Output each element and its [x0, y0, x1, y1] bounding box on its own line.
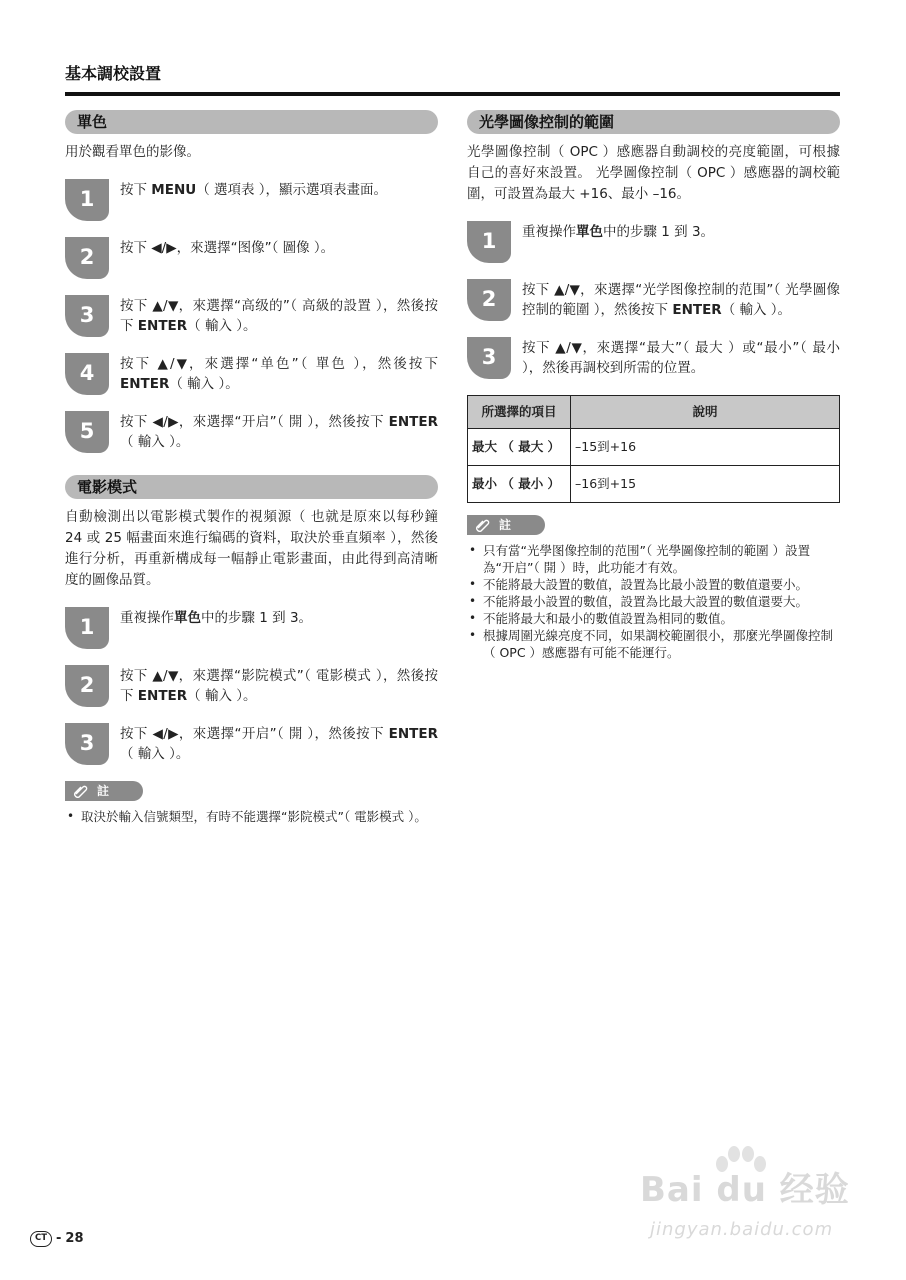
step-text: 按下 ▲/▼，來選擇“光学图像控制的范围”（ 光學圖像控制的範圍 ），然後按下 ENTER（ 輸入 ）。	[522, 282, 840, 318]
note-item: • 只有當“光學图像控制的范围”（ 光學圖像控制的範圍 ）設置為“开启”（ 開 ）時，此功能才有效。	[467, 542, 840, 576]
step	[65, 295, 438, 337]
step	[65, 353, 438, 395]
step	[65, 607, 438, 649]
note-item: • 不能將最大和最小的數值設置為相同的數值。	[467, 610, 840, 627]
step	[65, 723, 438, 765]
step-text: 按下 ▲/▼，來選擇“高级的”（ 高級的設置 ），然後按下 ENTER（ 輸入 ）。	[120, 298, 438, 334]
step	[467, 221, 840, 263]
step	[467, 337, 840, 379]
section-heading-film: 電影模式	[65, 475, 438, 499]
right-column	[467, 110, 840, 661]
page-footer: CT - 28	[30, 1229, 84, 1249]
step-number: 4	[65, 353, 109, 395]
opc-table	[467, 395, 840, 503]
step-text: 按下 ◀/▶，來選擇“图像”（ 圖像 ）。	[120, 240, 335, 256]
step	[467, 279, 840, 321]
paperclip-icon	[475, 518, 491, 532]
watermark-brand: Bai du 经验	[640, 1170, 850, 1210]
table-cell: 最大 （ 最大 ）	[468, 429, 571, 466]
note-item: • 不能將最大設置的數值，設置為比最小設置的數值還要小。	[467, 576, 840, 593]
step-number: 3	[467, 337, 511, 379]
step-number: 2	[467, 279, 511, 321]
step	[65, 237, 438, 279]
section-heading-mono: 單色	[65, 110, 438, 134]
step-text: 重複操作單色中的步驟 1 到 3。	[120, 610, 313, 626]
note-item: • 不能將最小設置的數值，設置為比最大設置的數值還要大。	[467, 593, 840, 610]
film-steps	[65, 607, 438, 765]
step	[65, 411, 438, 453]
step-number: 3	[65, 295, 109, 337]
step-number: 1	[467, 221, 511, 263]
note-label: 註	[467, 515, 545, 535]
opc-notes	[467, 542, 840, 661]
step	[65, 665, 438, 707]
step-text: 按下 ◀/▶，來選擇“开启”（ 開 ），然後按下 ENTER（ 輸入 ）。	[120, 414, 438, 450]
table-header: 說明	[571, 396, 840, 429]
table-row	[468, 429, 840, 466]
page-title: 基本調校設置	[65, 64, 162, 83]
step-text: 重複操作單色中的步驟 1 到 3。	[522, 224, 715, 240]
note-label: 註	[65, 781, 143, 801]
step-text: 按下 ◀/▶，來選擇“开启”（ 開 ），然後按下 ENTER（ 輸入 ）。	[120, 726, 438, 762]
step-text: 按下 ▲/▼，來選擇“单色”（ 單色 ），然後按下 ENTER（ 輸入 ）。	[120, 356, 438, 392]
opc-steps	[467, 221, 840, 379]
left-column	[65, 110, 438, 825]
page-number: 28	[65, 1231, 84, 1246]
mono-intro: 用於觀看單色的影像。	[65, 144, 200, 160]
note-item: • 取決於輸入信號類型，有時不能選擇“影院模式”（ 電影模式 ）。	[65, 808, 438, 825]
step-number: 5	[65, 411, 109, 453]
table-cell: 最小 （ 最小 ）	[468, 466, 571, 503]
film-intro: 自動檢測出以電影模式製作的視頻源（ 也就是原來以每秒鐘 24 或 25 幅畫面來進行编碼的資料，取決於垂直頻率 ），然後進行分析，再重新構成每一幅靜止電影畫面，由此得到高清晰度的圖像品質。	[65, 509, 438, 588]
table-cell: –16到+15	[571, 466, 840, 503]
table-cell: –15到+16	[571, 429, 840, 466]
table-header-row	[468, 396, 840, 429]
step	[65, 179, 438, 221]
section-heading-opc: 光學圖像控制的範圍	[467, 110, 840, 134]
step-number: 3	[65, 723, 109, 765]
paperclip-icon	[73, 784, 89, 798]
film-notes	[65, 808, 438, 825]
table-row	[468, 466, 840, 503]
step-number: 2	[65, 665, 109, 707]
mono-steps	[65, 179, 438, 453]
step-number: 1	[65, 607, 109, 649]
step-text: 按下 MENU（ 選項表 ），顯示選項表畫面。	[120, 182, 388, 198]
opc-intro: 光學圖像控制（ OPC ）感應器自動調校的亮度範圍，可根據自己的喜好來設置。 光學圖像控制（ OPC ）感應器的調校範圍，可設置為最大 +16、最小 –16。	[467, 144, 840, 202]
step-number: 1	[65, 179, 109, 221]
step-text: 按下 ▲/▼，來選擇“最大”（ 最大 ）或“最小”（ 最小 ），然後再調校到所需的位置。	[522, 340, 840, 376]
step-number: 2	[65, 237, 109, 279]
step-text: 按下 ▲/▼，來選擇“影院模式”（ 電影模式 ），然後按下 ENTER（ 輸入 ）。	[120, 668, 438, 704]
table-header: 所選擇的項目	[468, 396, 571, 429]
note-item: • 根據周圍光線亮度不同，如果調校範圍很小，那麼光學圖像控制（ OPC ）感應器有可能不能運行。	[467, 627, 840, 661]
title-rule	[65, 92, 840, 96]
ct-badge: CT	[30, 1231, 52, 1247]
watermark	[640, 1150, 860, 1250]
watermark-url: jingyan.baidu.com	[650, 1219, 834, 1240]
